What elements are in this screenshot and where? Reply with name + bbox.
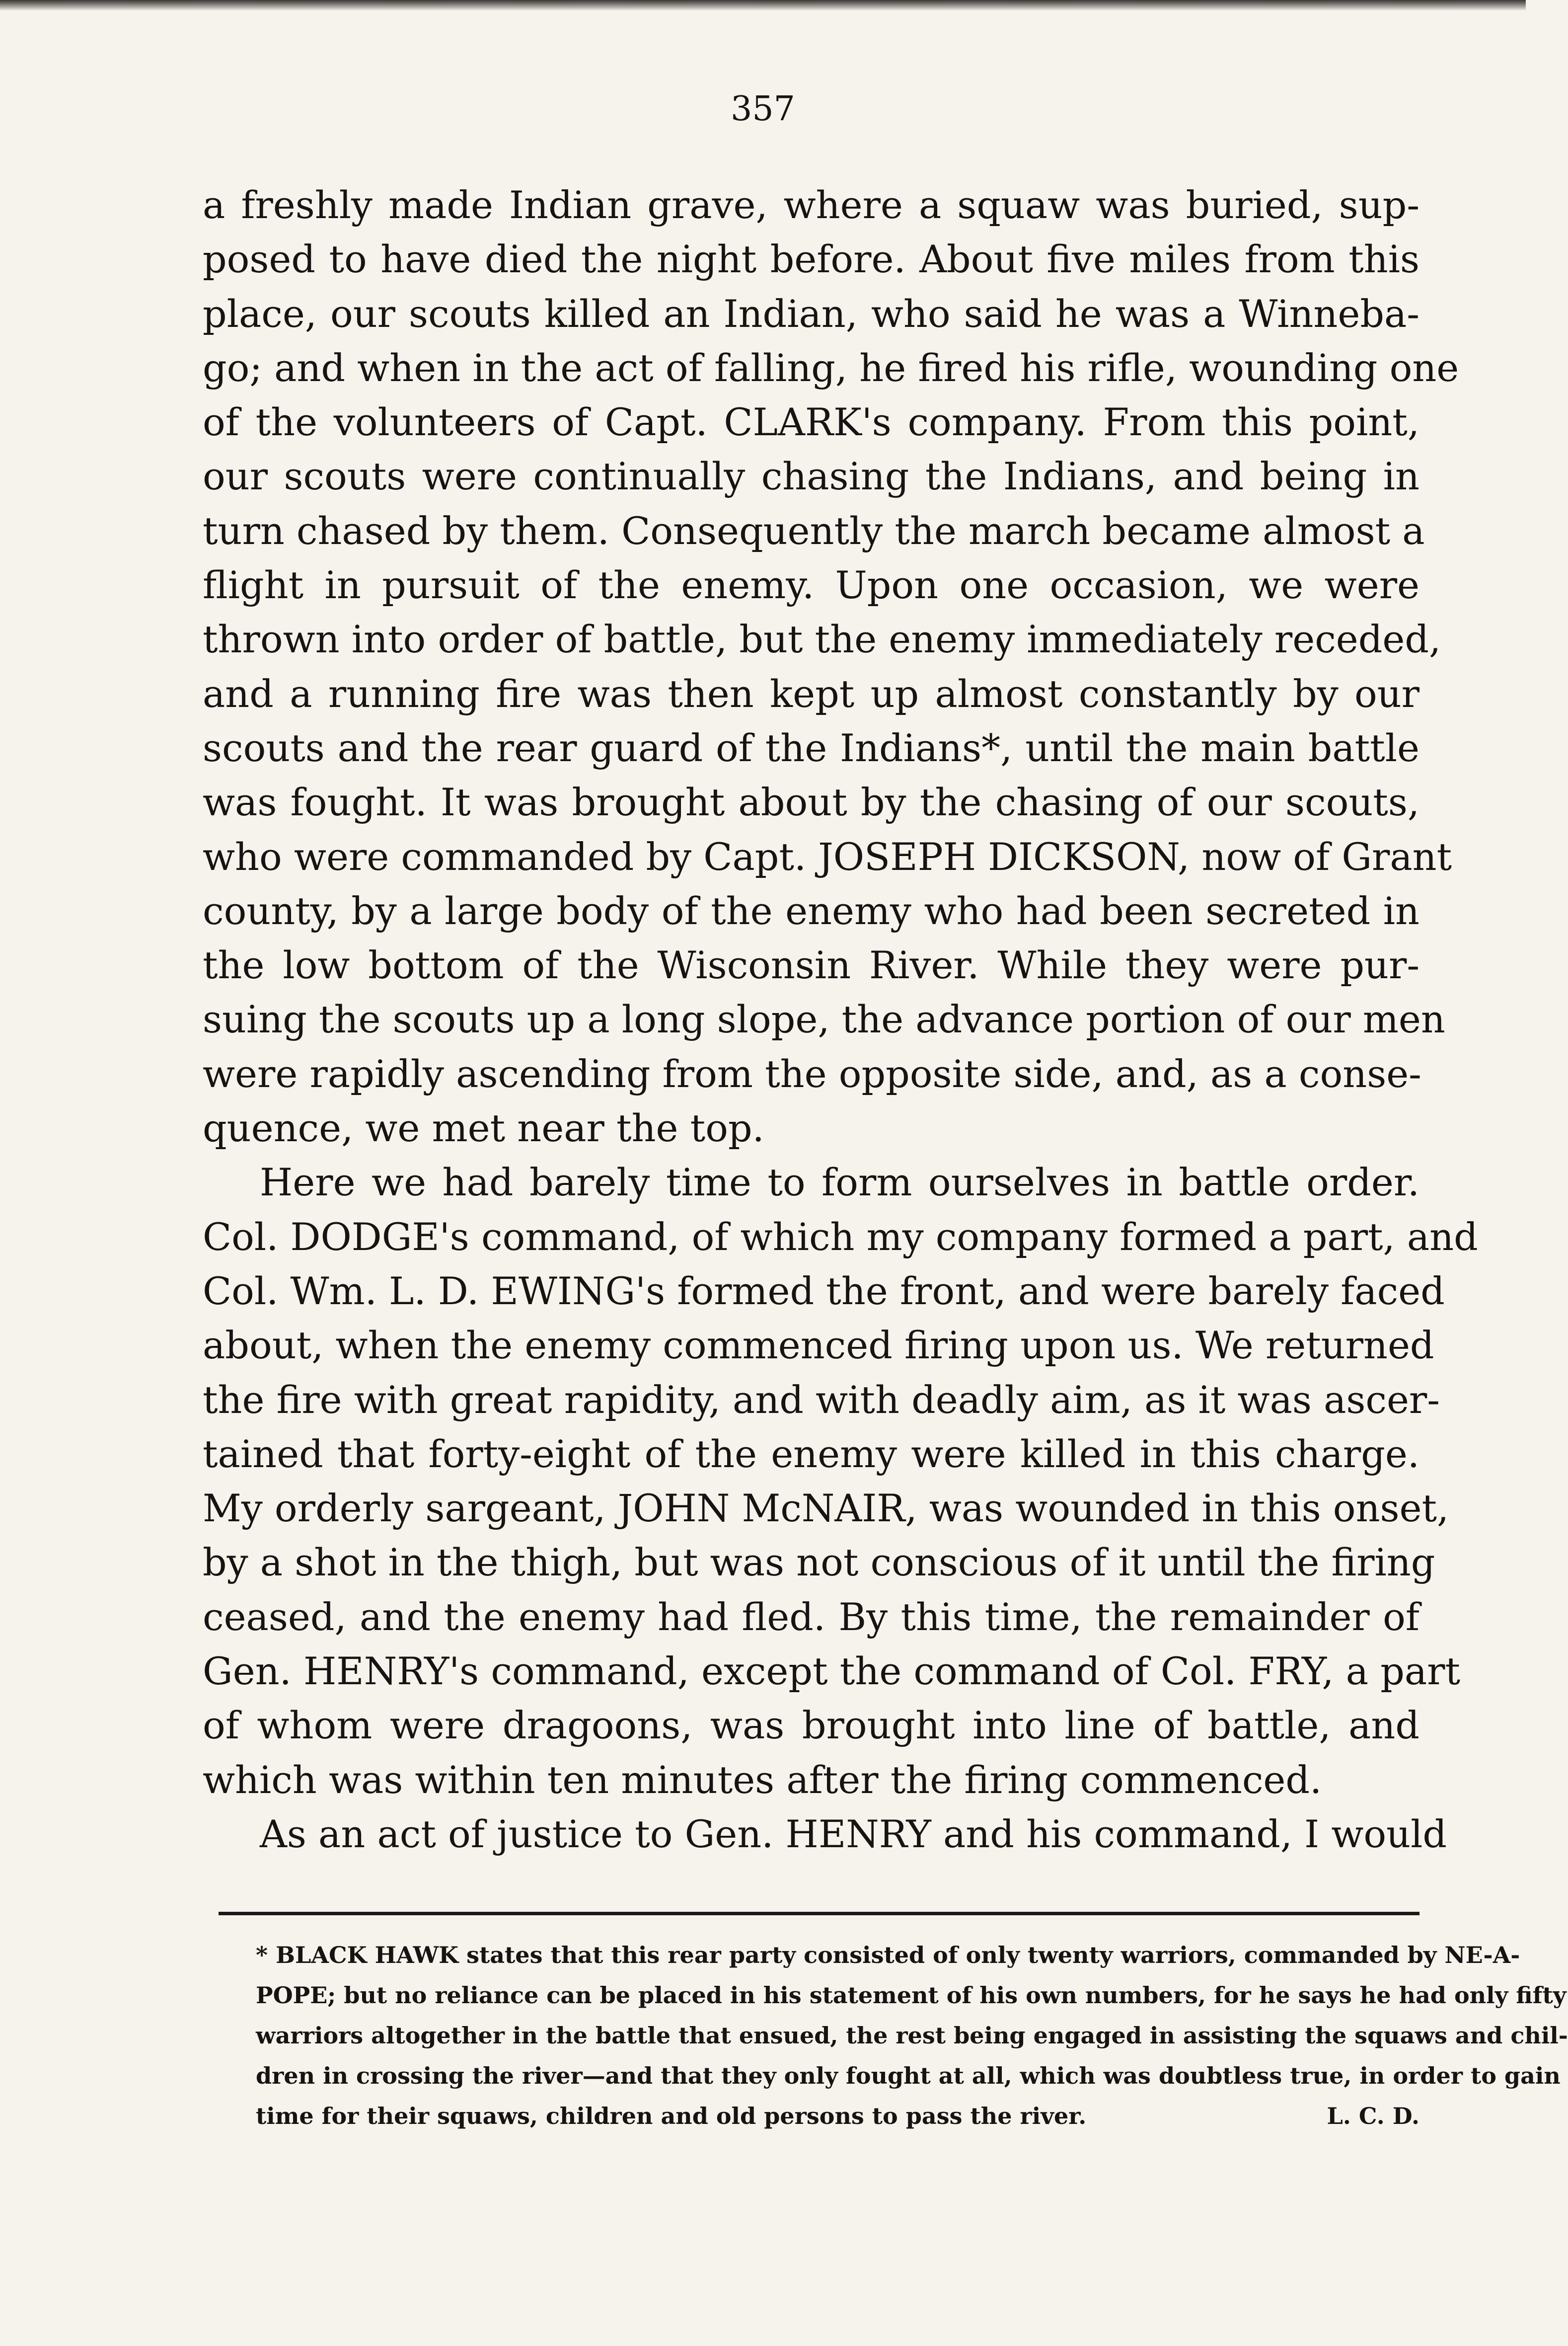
body-line: tained that forty-eight of the enemy were killed in this charge. <box>203 1431 1419 1476</box>
footnote <box>256 1935 1568 2136</box>
body-line: scouts and the rear guard of the Indians*, until the main battle <box>203 725 1419 770</box>
body-line: As an act of justice to Gen. HENRY and his command, I would <box>260 1811 1447 1856</box>
body-line: who were commanded by Capt. JOSEPH DICKSON, now of Grant <box>203 834 1452 879</box>
body-line: place, our scouts killed an Indian, who said he was a Winneba- <box>203 291 1419 336</box>
body-line: ceased, and the enemy had fled. By this time, the remainder of <box>203 1594 1419 1639</box>
body-line: the fire with great rapidity, and with deadly aim, as it was ascer- <box>203 1377 1440 1422</box>
body-line: Gen. HENRY's command, except the command of Col. FRY, a part <box>203 1649 1461 1694</box>
body-line: posed to have died the night before. About five miles from this <box>203 237 1419 282</box>
body-line: Here we had barely time to form ourselves in battle order. <box>260 1160 1419 1205</box>
footnote-line: warriors altogether in the battle that ensued, the rest being engaged in assisting the squaws and chil- <box>256 2022 1568 2049</box>
body-line: suing the scouts up a long slope, the advance portion of our men <box>203 997 1445 1042</box>
body-line: quence, we met near the top. <box>203 1106 764 1151</box>
footnote-line: * BLACK HAWK states that this rear party consisted of only twenty warriors, commanded by NE-A- <box>256 1942 1520 1968</box>
body-line: county, by a large body of the enemy who had been secreted in <box>203 888 1419 933</box>
body-text <box>203 178 1478 1861</box>
footnote-line: time for their squaws, children and old persons to pass the river. <box>256 2103 1087 2129</box>
body-line: which was within ten minutes after the firing commenced. <box>203 1757 1322 1802</box>
footnote-signature: L. C. D. <box>1327 2103 1419 2129</box>
body-line: flight in pursuit of the enemy. Upon one occasion, we were <box>203 563 1419 608</box>
body-line: the low bottom of the Wisconsin River. While they were pur- <box>203 943 1419 988</box>
body-line: Col. Wm. L. D. EWING's formed the front, and were barely faced <box>203 1268 1445 1313</box>
body-line: Col. DODGE's command, of which my company formed a part, and <box>203 1214 1478 1259</box>
body-line: of whom were dragoons, was brought into line of battle, and <box>203 1703 1419 1748</box>
body-line: and a running fire was then kept up almost constantly by our <box>203 671 1419 716</box>
page-top-edge <box>0 0 1526 11</box>
body-line: of the volunteers of Capt. CLARK's company. From this point, <box>203 400 1419 445</box>
page-number: 357 <box>731 89 795 129</box>
body-line: go; and when in the act of falling, he fired his rifle, wounding one <box>203 345 1459 390</box>
body-line: was fought. It was brought about by the chasing of our scouts, <box>203 780 1419 825</box>
body-line: turn chased by them. Consequently the march became almost a <box>203 508 1425 553</box>
body-line: about, when the enemy commenced firing upon us. We returned <box>203 1323 1434 1368</box>
body-line: My orderly sargeant, JOHN McNAIR, was wounded in this onset, <box>203 1486 1449 1531</box>
footnote-divider <box>219 1912 1419 1915</box>
body-line: were rapidly ascending from the opposite side, and, as a conse- <box>203 1051 1421 1096</box>
footnote-line: dren in crossing the river—and that they only fought at all, which was doubtless true, in order to gain <box>256 2062 1561 2089</box>
footnote-line: POPE; but no reliance can be placed in his statement of his own numbers, for he says he had only fifty <box>256 1982 1567 2009</box>
footnote-line-last <box>256 2096 1419 2136</box>
body-line: by a shot in the thigh, but was not conscious of it until the firing <box>203 1540 1435 1585</box>
body-line: thrown into order of battle, but the enemy immediately receded, <box>203 617 1441 662</box>
body-line: a freshly made Indian grave, where a squaw was buried, sup- <box>203 183 1419 227</box>
body-line: our scouts were continually chasing the Indians, and being in <box>203 454 1419 499</box>
